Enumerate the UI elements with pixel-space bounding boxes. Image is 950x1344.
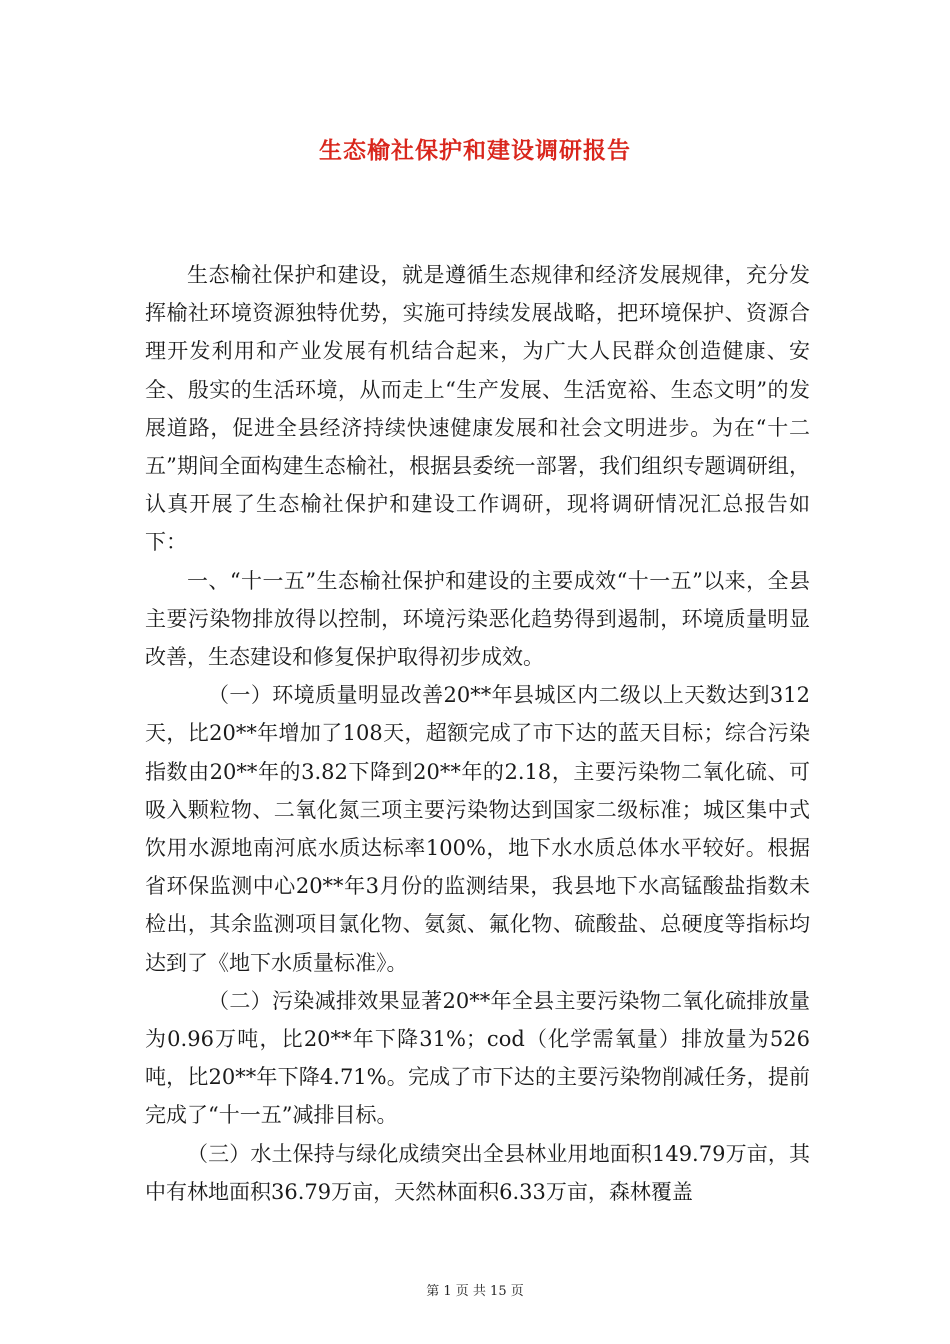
page-number-footer: 第 1 页 共 15 页 xyxy=(426,1284,524,1299)
document-body xyxy=(145,256,810,1211)
subsection-environment-paragraph: （一）环境质量明显改善20**年县城区内二级以上天数达到312天，比20**年增加了108天，超额完成了市下达的蓝天目标；综合污染指数由20**年的3.82下降到20**年的2.18，主要污染物二氧化硫、可吸入颗粒物、二氧化氮三项主要污染物达到国家二级标准；城区集中式饮用水源地南河底水质达标率100%，地下水水质总体水平较好。根据省环保监测中心20**年3月份的监测结果，我县地下水高锰酸盐指数未检出，其余监测项目氯化物、氨氮、氟化物、硫酸盐、总硬度等指标均达到了《地下水质量标准》。 xyxy=(145,683,810,975)
section-one-paragraph: 一、“十一五”生态榆社保护和建设的主要成效“十一五”以来，全县主要污染物排放得以控制，环境污染恶化趋势得到遏制，环境质量明显改善，生态建设和修复保护取得初步成效。 xyxy=(145,568,810,670)
subsection-emission-paragraph: （二）污染减排效果显著20**年全县主要污染物二氧化硫排放量为0.96万吨，比20**年下降31%；cod（化学需氧量）排放量为526吨，比20**年下降4.71%。完成了市下达的主要污染物削减任务，提前完成了“十一五”减排目标。 xyxy=(145,988,810,1128)
document-title: 生态榆社保护和建设调研报告 xyxy=(319,137,631,164)
subsection-greening-paragraph: （三）水土保持与绿化成绩突出全县林业用地面积149.79万亩，其中有林地面积36.79万亩，天然林面积6.33万亩，森林覆盖 xyxy=(145,1141,810,1204)
intro-paragraph: 生态榆社保护和建设，就是遵循生态规律和经济发展规律，充分发挥榆社环境资源独特优势，实施可持续发展战略，把环境保护、资源合理开发利用和产业发展有机结合起来，为广大人民群众创造健康、安全、殷实的生活环境，从而走上“生产发展、生活宽裕、生态文明”的发展道路，促进全县经济持续快速健康发展和社会文明进步。为在“十二五”期间全面构建生态榆社，根据县委统一部署，我们组织专题调研组，认真开展了生态榆社保护和建设工作调研，现将调研情况汇总报告如下： xyxy=(145,263,810,555)
